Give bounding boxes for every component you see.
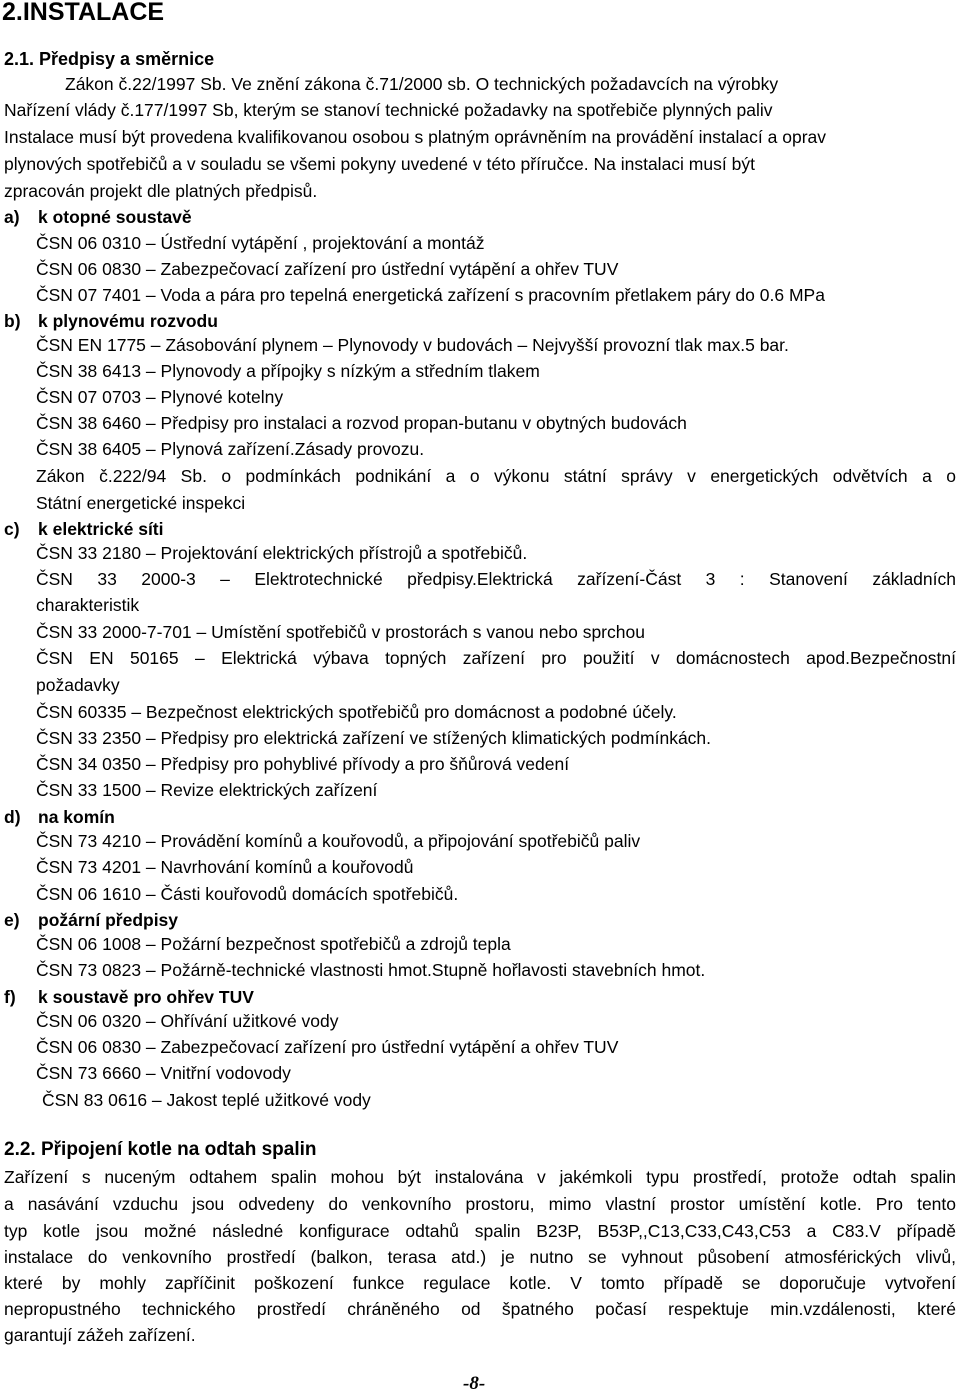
paragraph-line: nepropustného technického prostředí chráněného od špatného počasí respektuje min.vzdálenosti, které [4,1299,956,1319]
standard-item: ČSN 06 1008 – Požární bezpečnost spotřebičů a zdrojů tepla [36,934,511,954]
paragraph-line: instalace do venkovního prostředí (balkon, terasa atd.) je nutno se vyhnout působení atmosférických vlivů, [4,1247,956,1267]
paragraph-line: plynových spotřebičů a v souladu se všemi pokyny uvedené v této příručce. Na instalaci musí být [4,154,755,174]
group-title: k plynovému rozvodu [38,311,218,331]
standard-item: ČSN 07 0703 – Plynové kotelny [36,387,284,407]
standard-item: ČSN 83 0616 – Jakost teplé užitkové vody [42,1090,371,1110]
standard-item: ČSN 06 0830 – Zabezpečovací zařízení pro ústřední vytápění a ohřev TUV [36,259,619,279]
paragraph-line: Zařízení s nuceným odtahem spalin mohou být instalována v jakémkoli typu prostředí, protože odtah spalin [4,1167,956,1187]
group-title: k elektrické síti [38,519,164,539]
standard-item: ČSN 34 0350 – Předpisy pro pohyblivé přívody a pro šňůrová vedení [36,754,570,774]
standard-item: ČSN 07 7401 – Voda a pára pro tepelná energetická zařízení s pracovním přetlakem páry do 0.6 MPa [36,285,825,305]
standard-item: ČSN 06 0320 – Ohřívání užitkové vody [36,1011,339,1031]
paragraph-line: typ kotle jsou možné následné konfigurace odtahů spalin B23P, B53P,,C13,C33,C43,C53 a C83.V případě [4,1221,956,1241]
regulation-line: Zákon č.22/1997 Sb. Ve znění zákona č.71/2000 sb. O technických požadavcích na výrobky [65,74,779,94]
standard-item: ČSN 73 4201 – Navrhování komínů a kouřovodů [36,857,414,877]
standard-item: ČSN 06 0310 – Ústřední vytápění , projektování a montáž [36,233,485,253]
paragraph-line: které by mohly zapříčinit poškození funkce regulace kotle. V tomto případě se doporučuje vytvoření [4,1273,956,1293]
page-number: -8- [463,1373,486,1394]
standard-item: ČSN 38 6460 – Předpisy pro instalaci a rozvod propan-butanu v obytných budovách [36,413,687,433]
group-label: f) [4,987,16,1007]
group-heading-e [4,908,178,932]
group-label: b) [4,311,21,331]
standard-item: ČSN 06 1610 – Části kouřovodů domácích spotřebičů. [36,884,459,904]
regulation-line: Nařízení vlády č.177/1997 Sb, kterým se stanoví technické požadavky na spotřebiče plynných paliv [4,100,773,120]
standard-item: ČSN 33 2180 – Projektování elektrických přístrojů a spotřebičů. [36,543,528,563]
standard-item: charakteristik [36,595,140,615]
standard-item: ČSN 38 6413 – Plynovody a přípojky s nízkým a středním tlakem [36,361,540,381]
group-title: na komín [38,807,115,827]
paragraph-line: a nasávání vzduchu jsou odvedeny do venkovního prostoru, mimo vlastní prostor umístění kotle. Pro tento [4,1194,956,1214]
standard-item: ČSN 73 4210 – Provádění komínů a kouřovodů, a připojování spotřebičů paliv [36,831,641,851]
standard-item: ČSN 60335 – Bezpečnost elektrických spotřebičů pro domácnost a podobné účely. [36,702,677,722]
paragraph-line: garantují zážeh zařízení. [4,1325,196,1345]
standard-item: ČSN 73 0823 – Požárně-technické vlastnosti hmot.Stupně hořlavosti stavebních hmot. [36,960,706,980]
section-title: 2.INSTALACE [2,0,165,26]
group-label: c) [4,519,20,539]
standard-item: ČSN 06 0830 – Zabezpečovací zařízení pro ústřední vytápění a ohřev TUV [36,1037,619,1057]
group-title: k soustavě pro ohřev TUV [38,987,254,1007]
standard-item: Státní energetické inspekci [36,493,246,513]
group-heading-d [4,805,115,829]
standard-item: ČSN 33 2350 – Předpisy pro elektrická zařízení ve stížených klimatických podmínkách. [36,728,712,748]
subsection-title-2-1: 2.1. Předpisy a směrnice [4,49,215,69]
standard-item: požadavky [36,675,120,695]
standard-item: Zákon č.222/94 Sb. o podmínkách podnikání a o výkonu státní správy v energetických odvětvích a o [36,466,956,486]
group-heading-c [4,517,164,541]
paragraph-line: zpracován projekt dle platných předpisů. [4,181,318,201]
standard-item: ČSN 33 2000-7-701 – Umístění spotřebičů v prostorách s vanou nebo sprchou [36,622,645,642]
standard-item: ČSN EN 1775 – Zásobování plynem – Plynovody v budovách – Nejvyšší provozní tlak max.5 bar. [36,335,789,355]
group-title: požární předpisy [38,910,179,930]
standard-item: ČSN 38 6405 – Plynová zařízení.Zásady provozu. [36,439,425,459]
standard-item: ČSN EN 50165 – Elektrická výbava topných zařízení pro použití v domácnostech apod.Bezpečnostní [36,648,956,668]
group-label: a) [4,207,20,227]
standard-item: ČSN 73 6660 – Vnitřní vodovody [36,1063,291,1083]
group-heading-f [4,985,254,1009]
standard-item: ČSN 33 1500 – Revize elektrických zařízení [36,780,378,800]
group-title: k otopné soustavě [38,207,192,227]
group-heading-b [4,309,218,333]
group-label: e) [4,910,20,930]
subsection-title-2-2: 2.2. Připojení kotle na odtah spalin [4,1139,317,1160]
standard-item: ČSN 33 2000-3 – Elektrotechnické předpisy.Elektrická zařízení-Část 3 : Stanovení základních [36,569,956,589]
paragraph-line: Instalace musí být provedena kvalifikovanou osobou s platným oprávněním na provádění instalací a oprav [4,127,827,147]
group-heading-a [4,205,192,229]
group-label: d) [4,807,21,827]
